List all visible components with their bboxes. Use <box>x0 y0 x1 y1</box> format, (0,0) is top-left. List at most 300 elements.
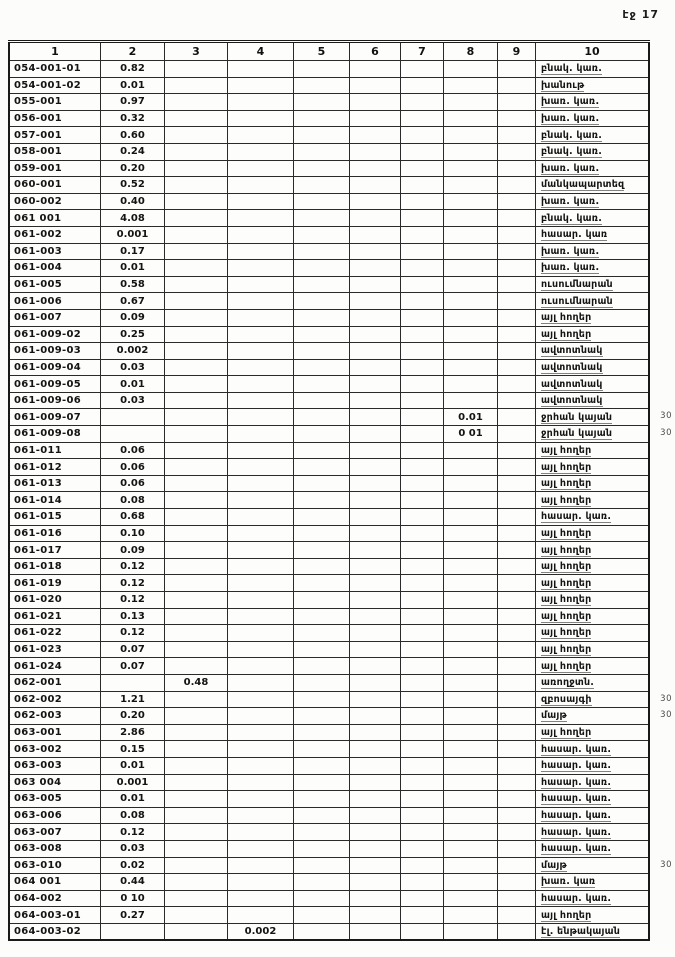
cell-value <box>498 509 536 526</box>
cell-text: 1.21 <box>120 693 145 705</box>
cell-text: խանութ <box>541 79 585 91</box>
cell-value <box>498 459 536 476</box>
table-row <box>9 824 649 841</box>
cell-text: 0.12 <box>120 561 145 573</box>
cell-value <box>228 376 294 393</box>
cell-value <box>228 110 294 127</box>
cell-landuse <box>536 459 650 476</box>
table-row <box>9 525 649 542</box>
table-row <box>9 674 649 691</box>
cell-value <box>444 575 498 592</box>
table-row <box>9 774 649 791</box>
cell-value <box>498 392 536 409</box>
cell-value <box>228 774 294 791</box>
cell-text: 0.48 <box>183 677 209 689</box>
margin-note: 30 <box>660 859 672 870</box>
cell-value <box>165 193 228 210</box>
table-row <box>9 409 649 426</box>
cell-value <box>101 343 165 360</box>
cell-value <box>444 326 498 343</box>
cell-text: ավտոտնակ <box>541 378 603 390</box>
cell-value <box>401 210 444 227</box>
cell-landuse <box>536 409 672 426</box>
table-row <box>9 757 649 774</box>
cell-value <box>165 824 228 841</box>
cell-value <box>498 757 536 774</box>
cell-value <box>165 509 228 526</box>
cell-value <box>401 840 444 857</box>
cell-value <box>228 426 294 443</box>
cell-value <box>294 260 350 277</box>
cell-value <box>165 708 228 725</box>
cell-value <box>401 724 444 741</box>
cell-text: 0.20 <box>120 710 145 722</box>
cell-value <box>401 674 444 691</box>
cell-text: խառ. կառ. <box>541 162 600 174</box>
cell-value <box>444 475 498 492</box>
cell-parcel-code <box>9 160 101 177</box>
cell-value <box>401 890 444 907</box>
table-row <box>9 492 649 509</box>
cell-text: 0.67 <box>120 295 145 307</box>
cell-value <box>350 724 401 741</box>
cell-text: 0.01 <box>458 411 483 423</box>
cell-text: 061-009-02 <box>14 328 81 340</box>
cell-value <box>228 509 294 526</box>
cell-landuse <box>536 509 650 526</box>
cell-value <box>101 923 165 940</box>
cell-value <box>101 807 165 824</box>
cell-value <box>294 359 350 376</box>
cell-value <box>165 326 228 343</box>
cell-text: 061-005 <box>14 279 62 291</box>
cell-value <box>350 575 401 592</box>
cell-value <box>444 110 498 127</box>
cell-text: այլ հողեր <box>541 527 592 539</box>
cell-value <box>165 160 228 177</box>
cell-text: այլ հողեր <box>541 644 592 656</box>
cell-value <box>498 840 536 857</box>
cell-value <box>401 359 444 376</box>
cell-value <box>444 260 498 277</box>
cell-value <box>444 774 498 791</box>
cell-value <box>350 840 401 857</box>
cell-parcel-code <box>9 77 101 94</box>
cell-text: 061-007 <box>14 312 62 324</box>
cell-text: 0.32 <box>120 113 145 125</box>
cell-value <box>350 442 401 459</box>
cell-text: 063-006 <box>14 810 62 822</box>
cell-landuse <box>536 210 650 227</box>
cell-value <box>350 757 401 774</box>
cell-value <box>498 923 536 940</box>
table-row <box>9 442 649 459</box>
cell-text: այլ հողեր <box>541 478 592 490</box>
table-row <box>9 791 649 808</box>
cell-parcel-code <box>9 143 101 160</box>
cell-landuse <box>536 824 650 841</box>
cell-parcel-code <box>9 61 101 78</box>
cell-value <box>401 475 444 492</box>
cell-value <box>228 160 294 177</box>
cell-value <box>101 143 165 160</box>
cell-value <box>444 61 498 78</box>
cell-value <box>350 243 401 260</box>
cell-text: 062-001 <box>14 677 62 689</box>
cell-value <box>350 94 401 111</box>
cell-text: հասար. կառ. <box>541 776 612 788</box>
cell-parcel-code <box>9 442 101 459</box>
cell-landuse <box>536 326 650 343</box>
cell-value <box>228 61 294 78</box>
cell-value <box>350 674 401 691</box>
table-row <box>9 359 649 376</box>
cell-value <box>228 177 294 194</box>
cell-value <box>228 409 294 426</box>
cell-text: 0.13 <box>120 610 145 622</box>
table-row <box>9 475 649 492</box>
cell-value <box>444 143 498 160</box>
cell-value <box>444 94 498 111</box>
cell-value <box>498 293 536 310</box>
table-row <box>9 260 649 277</box>
cell-value <box>444 890 498 907</box>
cell-value <box>165 542 228 559</box>
table-row <box>9 243 649 260</box>
cell-text: 061-009-08 <box>14 428 81 440</box>
cell-text: բնակ. կառ. <box>541 146 603 158</box>
cell-text: 2.86 <box>120 727 145 739</box>
cell-text: 064-003-01 <box>14 909 81 921</box>
cell-text: այլ հողեր <box>541 444 592 456</box>
cell-value <box>350 923 401 940</box>
cell-landuse <box>536 807 650 824</box>
cell-landuse <box>536 177 650 194</box>
cell-value <box>294 641 350 658</box>
cell-value <box>228 309 294 326</box>
cell-value <box>101 94 165 111</box>
cell-value <box>401 907 444 924</box>
cell-value <box>101 177 165 194</box>
cell-text: 0.07 <box>120 644 145 656</box>
cell-value <box>401 509 444 526</box>
table-row <box>9 309 649 326</box>
header-row <box>9 42 649 61</box>
cell-value <box>350 226 401 243</box>
cell-value <box>444 492 498 509</box>
table-row <box>9 459 649 476</box>
cell-value <box>165 625 228 642</box>
cell-text: 0.01 <box>120 760 145 772</box>
cell-value <box>165 857 228 874</box>
cell-value <box>294 392 350 409</box>
table-row <box>9 741 649 758</box>
cell-text: 0.08 <box>120 494 145 506</box>
table-row <box>9 276 649 293</box>
cell-value <box>401 392 444 409</box>
cell-value <box>350 741 401 758</box>
cell-parcel-code <box>9 890 101 907</box>
cell-parcel-code <box>9 409 101 426</box>
cell-value <box>401 757 444 774</box>
cell-value <box>444 392 498 409</box>
cell-text: խառ. կառ. <box>541 262 600 274</box>
table-row <box>9 724 649 741</box>
cell-value <box>165 608 228 625</box>
cell-value <box>498 276 536 293</box>
cell-value <box>101 608 165 625</box>
cell-text: 0.52 <box>120 179 145 191</box>
cell-value <box>294 110 350 127</box>
cell-value <box>165 309 228 326</box>
cell-parcel-code <box>9 691 101 708</box>
cell-value <box>228 608 294 625</box>
cell-text: բնակ. կառ. <box>541 129 603 141</box>
cell-value <box>165 475 228 492</box>
cell-value <box>444 77 498 94</box>
cell-value <box>101 575 165 592</box>
cell-text: այլ հողեր <box>541 494 592 506</box>
cell-value <box>228 575 294 592</box>
cell-landuse <box>536 94 650 111</box>
cell-value <box>294 376 350 393</box>
cell-text: հասար. կառ. <box>541 810 612 822</box>
cell-value <box>444 293 498 310</box>
cell-parcel-code <box>9 575 101 592</box>
cell-value <box>294 857 350 874</box>
cell-value <box>165 94 228 111</box>
cell-value <box>165 359 228 376</box>
cell-value <box>401 127 444 144</box>
table-row <box>9 608 649 625</box>
column-header: 6 <box>350 42 401 61</box>
cell-value <box>165 575 228 592</box>
cell-text: 064 001 <box>14 876 62 888</box>
cell-landuse <box>536 608 650 625</box>
cell-parcel-code <box>9 558 101 575</box>
column-header: 4 <box>228 42 294 61</box>
cell-text: 0.002 <box>116 345 149 357</box>
cell-text: այլ հողեր <box>541 577 592 589</box>
cell-text: 061-004 <box>14 262 62 274</box>
cell-value <box>350 708 401 725</box>
cell-value <box>294 475 350 492</box>
cell-value <box>165 923 228 940</box>
column-header: 9 <box>498 42 536 61</box>
cell-value <box>401 276 444 293</box>
cell-value <box>350 625 401 642</box>
cell-text: 061-003 <box>14 245 62 257</box>
cell-value <box>444 608 498 625</box>
cell-value <box>228 658 294 675</box>
cell-value <box>350 509 401 526</box>
cell-value <box>294 309 350 326</box>
cell-text: խառ. կառ <box>541 876 596 888</box>
cell-text: հասար. կառ. <box>541 826 612 838</box>
cell-value <box>101 392 165 409</box>
cell-value <box>228 791 294 808</box>
cell-text: 0.01 <box>120 378 145 390</box>
cell-value <box>294 525 350 542</box>
cell-landuse <box>536 442 650 459</box>
cell-value <box>444 442 498 459</box>
table-row <box>9 907 649 924</box>
cell-value <box>294 343 350 360</box>
table-row <box>9 641 649 658</box>
cell-value <box>165 724 228 741</box>
cell-text: 0.06 <box>120 461 145 473</box>
cell-landuse <box>536 840 650 857</box>
cell-value <box>101 857 165 874</box>
table-row <box>9 77 649 94</box>
margin-note: 30 <box>660 693 672 704</box>
cell-text: 0.44 <box>120 876 145 888</box>
cell-value <box>498 61 536 78</box>
cell-landuse <box>536 907 650 924</box>
cell-value <box>498 907 536 924</box>
cell-value <box>350 691 401 708</box>
cell-parcel-code <box>9 641 101 658</box>
cell-landuse <box>536 708 672 725</box>
cell-value <box>350 641 401 658</box>
cell-parcel-code <box>9 874 101 891</box>
cell-landuse <box>536 260 650 277</box>
cell-parcel-code <box>9 359 101 376</box>
cell-text: այլ հողեր <box>541 561 592 573</box>
cell-text: 0.27 <box>120 909 145 921</box>
cell-value <box>401 226 444 243</box>
cell-value <box>294 160 350 177</box>
table-row <box>9 592 649 609</box>
cell-value <box>350 77 401 94</box>
column-header: 5 <box>294 42 350 61</box>
cell-value <box>444 840 498 857</box>
cell-text: այլ հողեր <box>541 461 592 473</box>
cell-value <box>350 807 401 824</box>
cell-value <box>444 359 498 376</box>
cell-text: 0.06 <box>120 478 145 490</box>
cell-value <box>228 592 294 609</box>
cell-value <box>444 459 498 476</box>
cell-value <box>498 359 536 376</box>
cell-value <box>350 857 401 874</box>
cell-value <box>444 542 498 559</box>
cell-value <box>444 857 498 874</box>
cell-parcel-code <box>9 542 101 559</box>
cell-value <box>401 110 444 127</box>
cell-value <box>228 94 294 111</box>
cell-text: խառ. կառ. <box>541 113 600 125</box>
cell-text: 0.40 <box>120 196 145 208</box>
column-header: 2 <box>101 42 165 61</box>
cell-text: 061-016 <box>14 527 62 539</box>
cell-value <box>294 575 350 592</box>
cell-text: 0.97 <box>120 96 145 108</box>
cell-value <box>294 741 350 758</box>
cell-value <box>401 608 444 625</box>
cell-value <box>228 857 294 874</box>
cell-value <box>350 110 401 127</box>
cell-parcel-code <box>9 459 101 476</box>
cell-landuse <box>536 243 650 260</box>
table-row <box>9 160 649 177</box>
cell-value <box>498 492 536 509</box>
table-row <box>9 326 649 343</box>
cell-text: 0.08 <box>120 810 145 822</box>
cell-value <box>498 309 536 326</box>
cell-value <box>101 641 165 658</box>
cell-value <box>350 426 401 443</box>
cell-value <box>294 77 350 94</box>
cell-text: 063-003 <box>14 760 62 772</box>
cell-value <box>294 625 350 642</box>
cell-value <box>350 160 401 177</box>
cell-text: 061-009-03 <box>14 345 81 357</box>
cell-landuse <box>536 392 650 409</box>
cell-value <box>401 542 444 559</box>
cell-text: 0.01 <box>120 79 145 91</box>
cell-value <box>228 741 294 758</box>
cell-value <box>228 193 294 210</box>
cell-value <box>228 724 294 741</box>
cell-value <box>101 293 165 310</box>
cell-landuse <box>536 426 672 443</box>
cell-value <box>498 592 536 609</box>
cell-landuse <box>536 774 650 791</box>
cell-value <box>498 608 536 625</box>
column-header: 8 <box>444 42 498 61</box>
cell-value <box>401 260 444 277</box>
cell-value <box>228 326 294 343</box>
cell-value <box>165 757 228 774</box>
cell-value <box>444 708 498 725</box>
cell-text: 060-002 <box>14 196 62 208</box>
cell-parcel-code <box>9 774 101 791</box>
cell-value <box>498 226 536 243</box>
cell-text: մայթ <box>541 710 567 722</box>
cell-value <box>401 492 444 509</box>
cell-text: 063-007 <box>14 826 62 838</box>
cell-value <box>228 757 294 774</box>
cell-value <box>165 807 228 824</box>
cell-text: բնակ. կառ. <box>541 212 603 224</box>
cell-text: 0.60 <box>120 129 145 141</box>
cell-value <box>498 143 536 160</box>
cell-value <box>498 724 536 741</box>
cell-parcel-code <box>9 525 101 542</box>
cell-text: 0.07 <box>120 660 145 672</box>
cell-value <box>444 127 498 144</box>
cell-text: 062-002 <box>14 693 62 705</box>
cell-parcel-code <box>9 293 101 310</box>
cell-text: այլ հողեր <box>541 727 592 739</box>
cell-parcel-code <box>9 592 101 609</box>
cell-value <box>401 741 444 758</box>
cell-value <box>228 708 294 725</box>
cell-value <box>228 907 294 924</box>
cell-value <box>228 293 294 310</box>
cell-value <box>165 110 228 127</box>
cell-text: ավտոտնակ <box>541 345 603 357</box>
cell-value <box>101 193 165 210</box>
cell-landuse <box>536 376 650 393</box>
cell-value <box>401 625 444 642</box>
cell-value <box>101 210 165 227</box>
column-header: 7 <box>401 42 444 61</box>
cell-text: 061-023 <box>14 644 62 656</box>
cell-value <box>294 177 350 194</box>
cell-value <box>401 459 444 476</box>
